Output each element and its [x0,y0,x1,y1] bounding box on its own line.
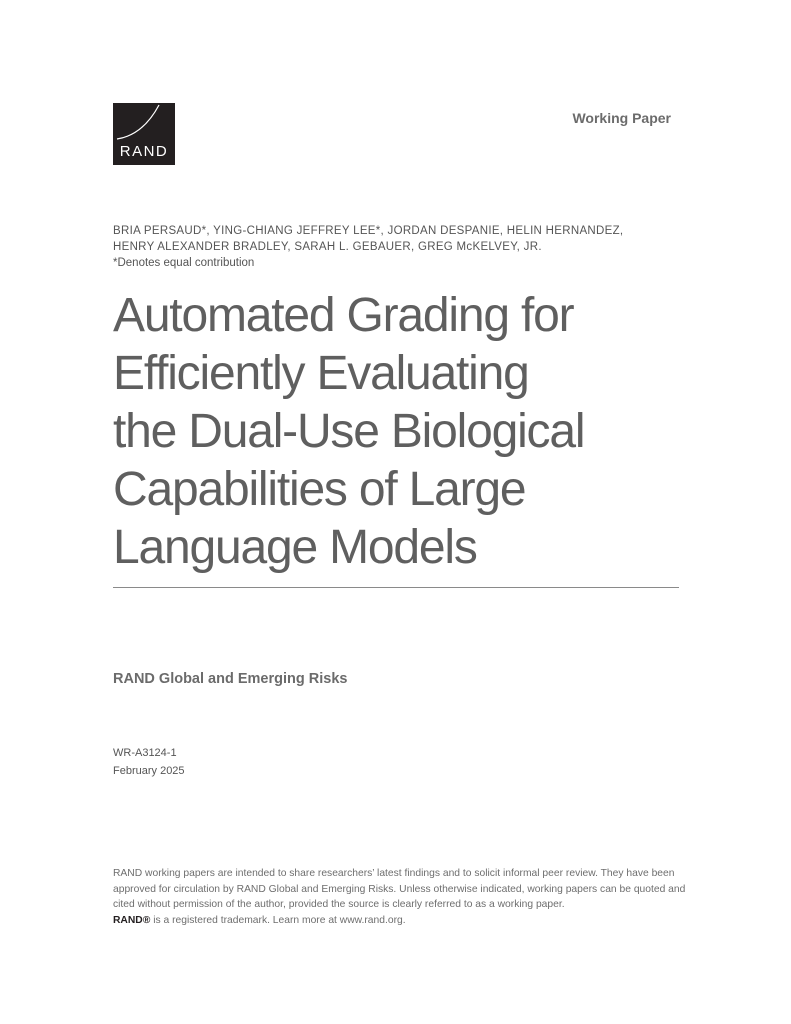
trademark-line [113,913,693,929]
page-title [113,287,693,577]
logo-text: RAND [119,143,169,160]
disclaimer [113,866,693,928]
title-divider [113,587,679,588]
rand-logo [113,103,175,165]
author-line: HENRY ALEXANDER BRADLEY, SARAH L. GEBAUER, GREG McKELVEY, JR. [113,241,542,253]
author-line: BRIA PERSAUD*, YING-CHIANG JEFFREY LEE*, JORDAN DESPANIE, HELIN HERNANDEZ, [113,225,624,237]
title-line: Capabilities of Large [113,463,526,516]
author-list [113,223,693,271]
disclaimer-text: RAND working papers are intended to share researchers’ latest findings and to solicit informal peer review. They have been approved for circulation by RAND Global and Emerging Risks. Unless otherwise indicated, working papers can be quoted and cited without permission of the author, provided the source is clearly referred to as a working paper. [113,868,686,910]
title-line: Automated Grading for [113,289,574,342]
title-line: the Dual-Use Biological [113,405,585,458]
document-type: Working Paper [572,110,671,126]
title-line: Efficiently Evaluating [113,347,529,400]
document-date: February 2025 [113,765,185,777]
document-number: WR-A3124-1 [113,747,177,759]
trademark-text: is a registered trademark. Learn more at www.rand.org. [150,914,406,926]
document-info [113,744,185,780]
trademark-brand: RAND® [113,914,151,926]
title-line: Language Models [113,521,477,574]
program-name: RAND Global and Emerging Risks [113,671,348,687]
equal-contribution-note: *Denotes equal contribution [113,257,255,269]
